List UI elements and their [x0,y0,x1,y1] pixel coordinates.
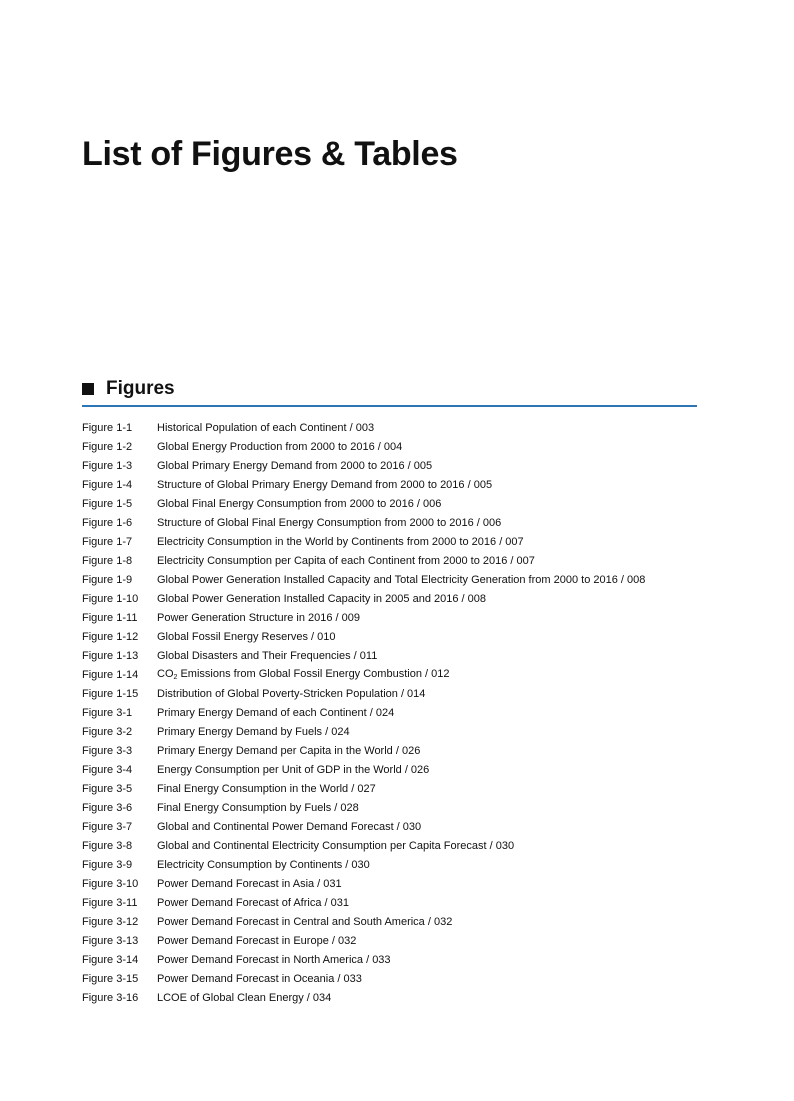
figure-title: Global Disasters and Their Frequencies / 011 [157,650,378,662]
figure-entry[interactable] [82,875,694,894]
figure-number: Figure 3-2 [82,726,133,738]
figure-entry[interactable] [82,989,694,1008]
figure-number: Figure 3-12 [82,916,139,928]
figure-entry[interactable] [82,685,694,704]
figure-entry[interactable] [82,666,694,685]
figure-number: Figure 1-9 [82,574,133,586]
figure-entry[interactable] [82,818,694,837]
figure-number: Figure 3-16 [82,992,139,1004]
figure-entry[interactable] [82,932,694,951]
figure-title: Power Demand Forecast in North America / 033 [157,954,391,966]
figure-number: Figure 3-8 [82,840,133,852]
figure-number: Figure 3-5 [82,783,133,795]
figure-number: Figure 3-10 [82,878,139,890]
figure-entry[interactable] [82,856,694,875]
figure-title-subscript: 2 [173,673,178,681]
figure-number: Figure 3-7 [82,821,133,833]
figure-title: Energy Consumption per Unit of GDP in the World / 026 [157,764,430,776]
figure-entry[interactable] [82,590,694,609]
figure-number: Figure 3-9 [82,859,133,871]
figure-entry[interactable] [82,951,694,970]
figure-number: Figure 1-1 [82,422,133,434]
figure-number: Figure 1-7 [82,536,133,548]
section-title: Figures [106,378,175,399]
figure-number: Figure 3-3 [82,745,133,757]
figure-title: Power Demand Forecast in Oceania / 033 [157,973,362,985]
figure-entry[interactable] [82,476,694,495]
figure-number: Figure 3-13 [82,935,139,947]
figure-title: Historical Population of each Continent / 003 [157,422,375,434]
figure-number: Figure 3-11 [82,897,138,909]
figure-number: Figure 1-2 [82,441,133,453]
figure-entry[interactable] [82,742,694,761]
figure-title: Global Energy Production from 2000 to 2016 / 004 [157,441,403,453]
figure-entry[interactable] [82,457,694,476]
figure-title-suffix: Emissions from Global Fossil Energy Combustion / 012 [177,667,450,680]
figure-title: Primary Energy Demand by Fuels / 024 [157,726,350,738]
figure-title: Final Energy Consumption by Fuels / 028 [157,802,359,814]
figure-number: Figure 3-14 [82,954,139,966]
figure-title: Power Demand Forecast in Europe / 032 [157,935,357,947]
figure-number: Figure 3-1 [82,707,133,719]
figure-number: Figure 1-10 [82,593,139,605]
figure-entry[interactable] [82,761,694,780]
figure-entry[interactable] [82,704,694,723]
figure-number: Figure 1-5 [82,498,133,510]
figure-title: Distribution of Global Poverty-Stricken Population / 014 [157,688,426,700]
figure-title: Structure of Global Final Energy Consumption from 2000 to 2016 / 006 [157,517,502,529]
figure-entry[interactable] [82,438,694,457]
square-bullet-icon [82,383,94,395]
figure-entry[interactable] [82,552,694,571]
figure-title [157,665,694,687]
figure-number: Figure 1-14 [82,669,139,681]
figure-title: Final Energy Consumption in the World / 027 [157,783,376,795]
figure-title: Global and Continental Power Demand Forecast / 030 [157,821,422,833]
figure-entry[interactable] [82,495,694,514]
figure-number: Figure 1-4 [82,479,133,491]
figure-title: Power Generation Structure in 2016 / 009 [157,612,361,624]
figure-number: Figure 3-6 [82,802,133,814]
figure-entry[interactable] [82,419,694,438]
figure-number: Figure 3-4 [82,764,133,776]
figure-number: Figure 3-15 [82,973,139,985]
figure-title: Global Fossil Energy Reserves / 010 [157,631,336,643]
figure-number: Figure 1-3 [82,460,133,472]
figure-title: Primary Energy Demand per Capita in the World / 026 [157,745,421,757]
figure-entry[interactable] [82,571,694,590]
figure-number: Figure 1-6 [82,517,133,529]
figure-entry[interactable] [82,970,694,989]
figure-title: Global Power Generation Installed Capacity and Total Electricity Generation from 2000 to 2016 / 008 [157,574,646,586]
figure-entry[interactable] [82,533,694,552]
figure-title: Electricity Consumption per Capita of each Continent from 2000 to 2016 / 007 [157,555,535,567]
figure-title: Power Demand Forecast in Central and South America / 032 [157,916,453,928]
figure-title: Electricity Consumption by Continents / 030 [157,859,370,871]
figure-title: Global Primary Energy Demand from 2000 to 2016 / 005 [157,460,433,472]
figure-entry[interactable] [82,780,694,799]
figure-entry[interactable] [82,609,694,628]
figure-number: Figure 1-8 [82,555,133,567]
figure-entry[interactable] [82,647,694,666]
figure-title: Global Final Energy Consumption from 2000 to 2016 / 006 [157,498,442,510]
figure-entry[interactable] [82,723,694,742]
figure-title: LCOE of Global Clean Energy / 034 [157,992,332,1004]
figure-entry[interactable] [82,913,694,932]
figure-entry[interactable] [82,837,694,856]
figure-title: Global Power Generation Installed Capacity in 2005 and 2016 / 008 [157,593,486,605]
figure-title: Structure of Global Primary Energy Demand from 2000 to 2016 / 005 [157,479,493,491]
figure-number: Figure 1-13 [82,650,139,662]
figure-entry[interactable] [82,514,694,533]
figure-title: Electricity Consumption in the World by Continents from 2000 to 2016 / 007 [157,536,524,548]
figure-title-prefix: CO [157,667,174,680]
figure-title: Global and Continental Electricity Consumption per Capita Forecast / 030 [157,840,515,852]
figure-number: Figure 1-11 [82,612,138,624]
section-header-figures [82,376,697,407]
figure-list [82,419,694,1008]
figure-title: Primary Energy Demand of each Continent / 024 [157,707,395,719]
page-title: List of Figures & Tables [82,135,458,173]
figure-title: Power Demand Forecast of Africa / 031 [157,897,349,909]
figure-entry[interactable] [82,894,694,913]
figure-entry[interactable] [82,799,694,818]
figure-number: Figure 1-15 [82,688,139,700]
figure-number: Figure 1-12 [82,631,139,643]
figure-title: Power Demand Forecast in Asia / 031 [157,878,342,890]
figure-entry[interactable] [82,628,694,647]
